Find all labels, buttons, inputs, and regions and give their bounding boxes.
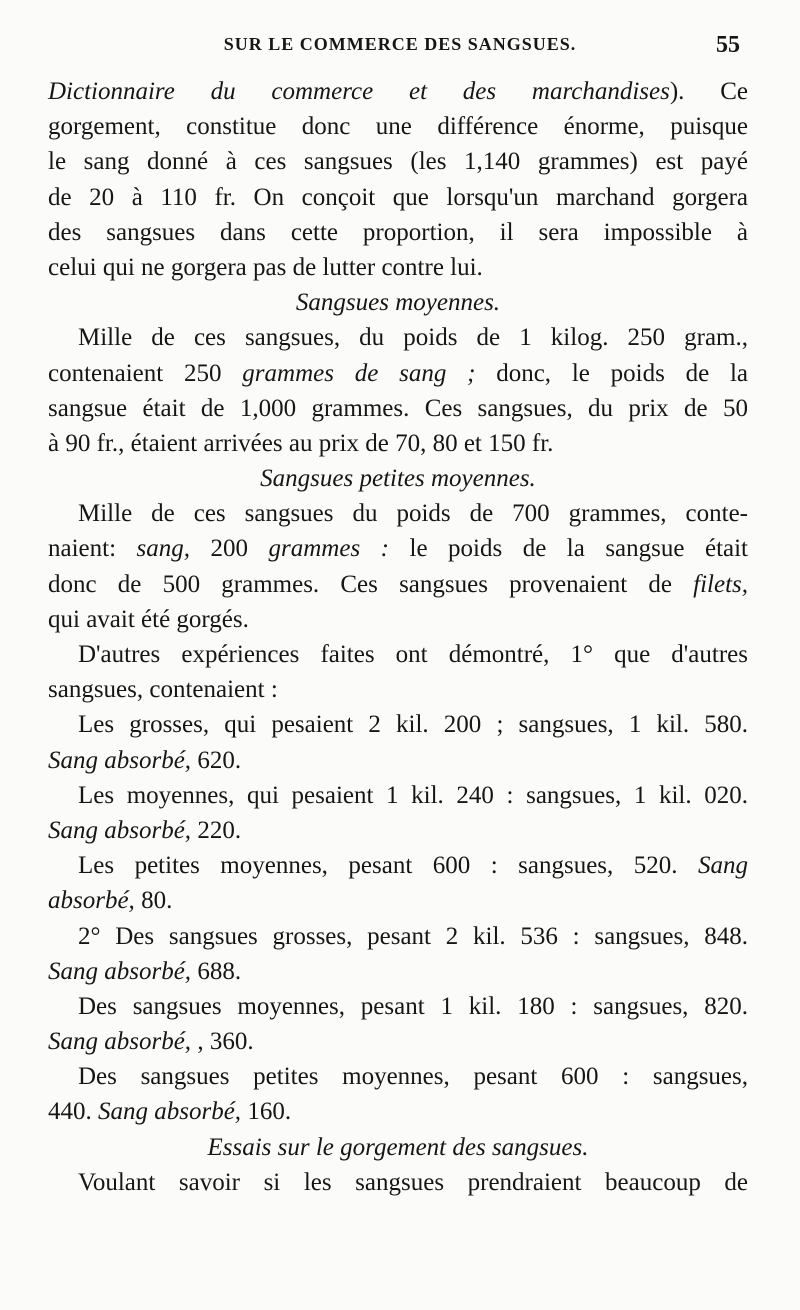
section-heading: Essais sur le gorgement des sangsues. <box>207 1133 589 1161</box>
page-number: 55 <box>716 32 740 58</box>
text-line: gorgement, constitue donc une différence énorme, puisque <box>48 113 748 141</box>
text-span: Sang absorbé, <box>48 957 192 985</box>
text-span: contenaient 250 <box>48 359 243 387</box>
text-line <box>48 567 748 602</box>
text-span: Sang absorbé, <box>48 1028 192 1056</box>
text-line <box>48 74 748 109</box>
text-span: Les petites moyennes, pesant 600 : sangsues, 520. <box>78 852 698 880</box>
text-span: Sang absorbé, <box>48 816 192 844</box>
text-line <box>48 356 748 391</box>
text-span: 80. <box>134 887 173 915</box>
text-span: Sang absorbé, <box>48 746 192 774</box>
text-line: sangsues, contenaient : <box>48 676 278 704</box>
text-line: Les grosses, qui pesaient 2 kil. 200 ; sangsues, 1 kil. 580. <box>78 711 748 739</box>
text-line: à 90 fr., étaient arrivées au prix de 70, 80 et 150 fr. <box>48 429 554 457</box>
text-span: grammes : <box>268 535 389 563</box>
text-line: le sang donné à ces sangsues (les 1,140 grammes) est payé <box>48 148 748 176</box>
text-line: 2° Des sangsues grosses, pesant 2 kil. 536 : sangsues, 848. <box>78 922 748 950</box>
text-line <box>48 1094 748 1129</box>
text-line: qui avait été gorgés. <box>48 605 249 633</box>
text-span: Sang <box>698 852 748 880</box>
text-line: D'autres expériences faites ont démontré, 1° que d'autres <box>78 641 748 668</box>
text-span: donc de 500 grammes. Ces sangsues provenaient de <box>48 570 694 598</box>
text-line <box>48 883 748 918</box>
text-line: Mille de ces sangsues, du poids de 1 kilog. 250 gram., <box>78 324 748 352</box>
text-line: Des sangsues petites moyennes, pesant 600 : sangsues, <box>78 1063 748 1091</box>
text-span: 688. <box>191 957 242 985</box>
text-line <box>48 813 748 848</box>
text-line: de 20 à 110 fr. On conçoit que lorsqu'un marchand gorgera <box>48 183 748 211</box>
text-line: Voulant savoir si les sangsues prendraient beaucoup de <box>78 1168 748 1196</box>
text-line <box>48 743 748 778</box>
text-line: sangsue était de 1,000 grammes. Ces sangsues, du prix de 50 <box>48 394 748 422</box>
text-span: filets, <box>693 570 748 598</box>
section-heading: Sangsues petites moyennes. <box>260 465 536 493</box>
body-text <box>48 74 748 1200</box>
text-line <box>48 954 748 989</box>
text-span: , 360. <box>191 1028 254 1056</box>
text-span: le poids de la sangsue était <box>389 535 748 563</box>
text-line: des sangsues dans cette proportion, il sera impossible à <box>48 218 748 246</box>
text-line <box>48 531 748 566</box>
text-line <box>48 848 748 883</box>
running-title: SUR LE COMMERCE DES SANGSUES. <box>223 34 577 54</box>
section-heading: Sangsues moyennes. <box>295 289 501 317</box>
text-span: 160. <box>241 1098 292 1126</box>
text-line <box>48 1024 748 1059</box>
text-line: Mille de ces sangsues du poids de 700 grammes, conte- <box>78 500 748 528</box>
text-span: Dictionnaire du commerce et des marchandises <box>48 78 670 105</box>
text-span: sang, <box>136 535 191 563</box>
text-line: Des sangsues moyennes, pesant 1 kil. 180 : sangsues, 820. <box>78 992 748 1020</box>
text-span: Sang absorbé, <box>98 1098 242 1126</box>
text-span: grammes de sang ; <box>242 359 476 387</box>
text-span: ). Ce <box>669 78 748 105</box>
text-span: 440. <box>48 1098 98 1126</box>
running-head <box>48 34 752 64</box>
text-line: Les moyennes, qui pesaient 1 kil. 240 : sangsues, 1 kil. 020. <box>78 781 748 809</box>
text-span: 620. <box>191 746 242 774</box>
text-span: absorbé, <box>48 887 135 915</box>
text-span: donc, le poids de la <box>475 359 748 387</box>
text-span: naient: <box>48 535 137 563</box>
text-span: 200 <box>190 535 269 563</box>
text-span: 220. <box>191 816 242 844</box>
text-line: celui qui ne gorgera pas de lutter contre lui. <box>48 253 483 281</box>
